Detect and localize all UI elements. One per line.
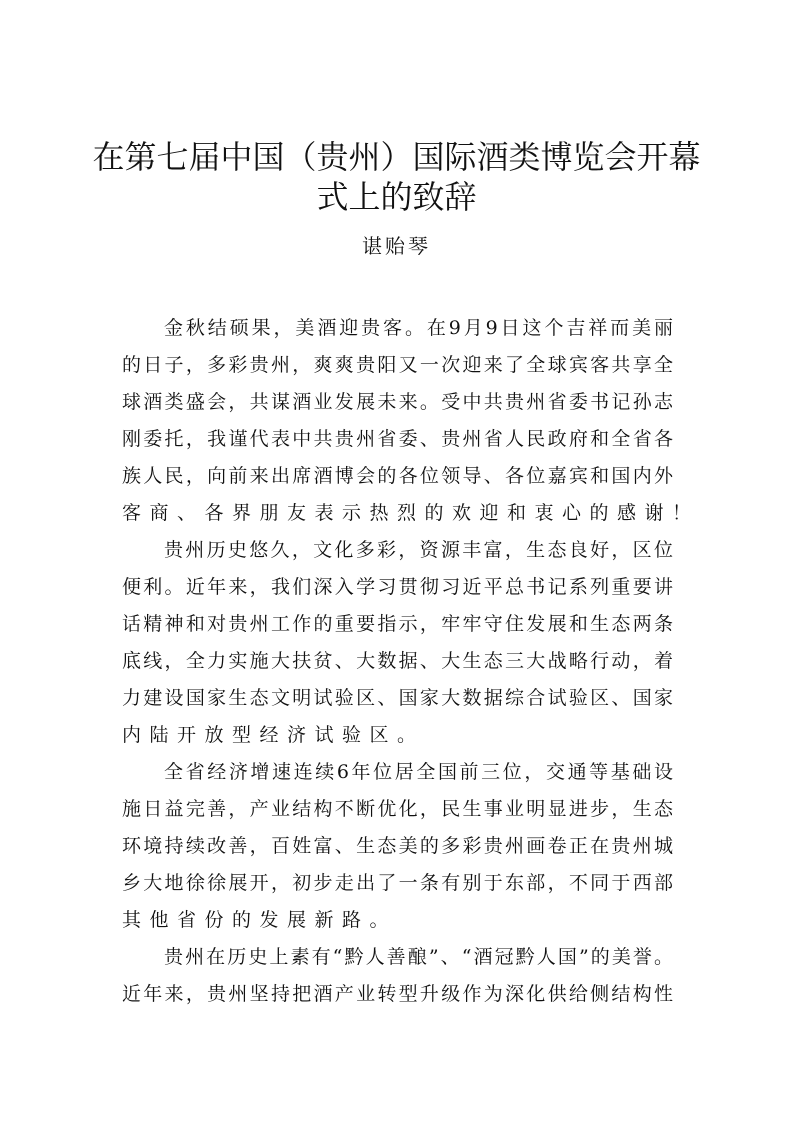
paragraph-3-line: 乡大地徐徐展开，初步走出了一条有别于东部，不同于西部 bbox=[122, 872, 673, 894]
paragraph-2-line: 话精神和对贵州工作的重要指示，牢牢守住发展和生态两条 bbox=[122, 613, 673, 635]
paragraph-1-line: 刚委托，我谨代表中共贵州省委、贵州省人民政府和全省各 bbox=[122, 428, 673, 450]
paragraph-4-line: 贵州在历史上素有“黔人善酿”、“酒冠黔人国”的美誉。 bbox=[164, 946, 673, 968]
paragraph-1-line: 的日子，多彩贵州，爽爽贵阳又一次迎来了全球宾客共享全 bbox=[122, 354, 673, 376]
paragraph-3-line: 施日益完善，产业结构不断优化，民生事业明显进步，生态 bbox=[122, 798, 673, 820]
paragraph-2-line: 便利。近年来，我们深入学习贯彻习近平总书记系列重要讲 bbox=[122, 576, 673, 598]
paragraph-1-line: 族人民，向前来出席酒博会的各位领导、各位嘉宾和国内外 bbox=[122, 465, 673, 487]
paragraph-1-line: 客商、各界朋友表示热烈的欢迎和衷心的感谢！ bbox=[122, 502, 700, 524]
document-title-line-2: 式上的致辞 bbox=[316, 178, 477, 216]
paragraph-3-line: 其他省份的发展新路。 bbox=[122, 909, 398, 931]
paragraph-4-line: 近年来，贵州坚持把酒产业转型升级作为深化供给侧结构性 bbox=[122, 983, 673, 1005]
paragraph-3-line: 环境持续改善，百姓富、生态美的多彩贵州画卷正在贵州城 bbox=[122, 835, 673, 857]
document-title-line-1: 在第七届中国（贵州）国际酒类博览会开幕 bbox=[92, 138, 701, 176]
paragraph-2-line: 内陆开放型经济试验区。 bbox=[122, 724, 425, 746]
paragraph-2-line: 贵州历史悠久，文化多彩，资源丰富，生态良好，区位 bbox=[164, 539, 673, 561]
paragraph-3-line: 全省经济增速连续6年位居全国前三位，交通等基础设 bbox=[164, 761, 673, 783]
paragraph-1-line: 球酒类盛会，共谋酒业发展未来。受中共贵州省委书记孙志 bbox=[122, 391, 673, 413]
paragraph-1-line: 金秋结硕果，美酒迎贵客。在9月9日这个吉祥而美丽 bbox=[164, 317, 673, 339]
paragraph-2-line: 底线，全力实施大扶贫、大数据、大生态三大战略行动，着 bbox=[122, 650, 673, 672]
paragraph-2-line: 力建设国家生态文明试验区、国家大数据综合试验区、国家 bbox=[122, 687, 673, 709]
author-name: 谌贻琴 bbox=[362, 234, 431, 258]
